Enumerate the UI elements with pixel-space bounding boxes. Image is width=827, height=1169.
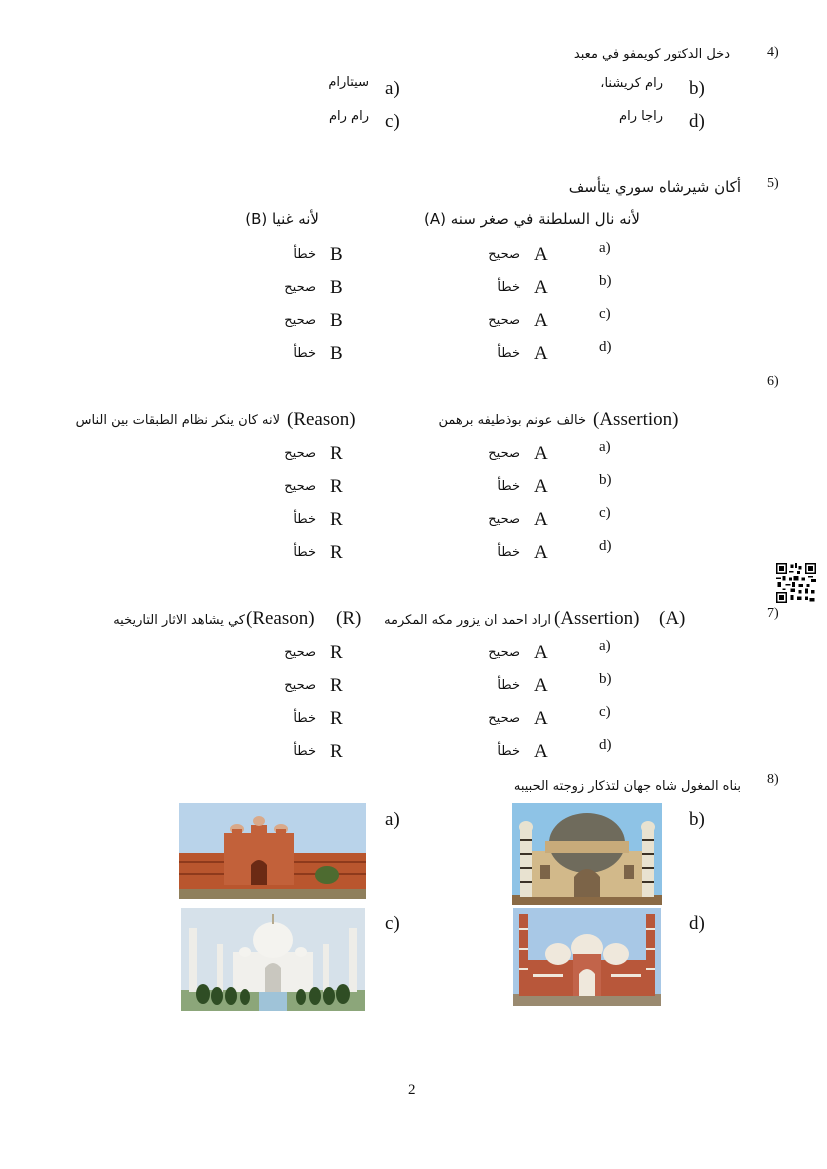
q5-row-c-v2: صحيح [284,313,316,328]
q7-row-a-l1: A [534,642,548,663]
q4-option-d-text: راجا رام [619,109,663,124]
q7-row-b-v1: خطأ [497,678,520,693]
q5-statement-b: (B) لأنه غنيا [245,210,319,228]
q6-row-b-v1: خطأ [497,479,520,494]
q7-row-c-l2: R [330,708,343,729]
q7-row-b-l1: A [534,675,548,696]
q7-row-b-letter: b) [599,671,612,687]
q7-row-b-v2: صحيح [284,678,316,693]
q6-row-c-v2: خطأ [293,512,316,527]
q4-number: 4) [767,45,779,60]
q8-number: 8) [767,772,779,787]
q5-row-b-v2: صحيح [284,280,316,295]
q7-number: 7) [767,606,779,621]
q7-row-d-l2: R [330,741,343,762]
q7-row-d-v1: خطأ [497,744,520,759]
q7-reason-text: كي يشاهد الاثار التاريخيه [113,613,245,628]
q7-row-d-v2: خطأ [293,744,316,759]
q6-row-d-v2: خطأ [293,545,316,560]
jama-masjid-image [513,908,661,1006]
q4-option-c-letter: c) [385,111,400,132]
q7-a-label: (A) [659,608,686,629]
q6-row-a-l1: A [534,443,548,464]
q5-row-b-l1: A [534,277,548,298]
q5-row-a-l1: A [534,244,548,265]
q6-row-b-v2: صحيح [284,479,316,494]
q7-row-a-v2: صحيح [284,645,316,660]
q6-reason-label: (Reason) [287,409,356,430]
q5-row-b-letter: b) [599,273,612,289]
taj-mahal-image [181,908,365,1011]
q5-statement-a: (A) لأنه نال السلطنة في صغر سنه [423,210,640,228]
q5-row-d-v2: خطأ [293,346,316,361]
q7-row-d-l1: A [534,741,548,762]
q7-assertion-text: اراد احمد ان يزور مكه المكرمه [384,613,551,628]
q7-row-b-l2: R [330,675,343,696]
q6-assertion-text: خالف عونم بوذطيفه برهمن [438,413,586,428]
q6-row-a-l2: R [330,443,343,464]
q4-option-b-letter: b) [689,78,705,99]
q7-row-c-letter: c) [599,704,611,720]
q7-row-c-l1: A [534,708,548,729]
q6-row-b-l1: A [534,476,548,497]
q7-row-a-letter: a) [599,638,611,654]
q6-row-c-letter: c) [599,505,611,521]
q7-r-label: (R) [336,608,362,629]
q7-row-c-v2: خطأ [293,711,316,726]
q7-assertion-label: (Assertion) [554,608,640,629]
q4-question: دخل الدكتور كويمفو في معبد [573,47,730,62]
q4-option-d-letter: d) [689,111,705,132]
gol-gumbaz-image [512,803,662,905]
q5-row-a-l2: B [330,244,343,265]
q8-option-a-letter: a) [385,809,400,830]
q6-row-d-letter: d) [599,538,612,554]
q5-row-d-l1: A [534,343,548,364]
q7-row-d-letter: d) [599,737,612,753]
q5-row-a-v2: خطأ [293,247,316,262]
q6-row-c-l1: A [534,509,548,530]
q5-question: أكان شيرشاه سوري يتأسف [568,178,741,196]
q6-assertion-label: (Assertion) [593,409,679,430]
q5-row-a-letter: a) [599,240,611,256]
q5-row-c-letter: c) [599,306,611,322]
q6-row-a-v1: صحيح [488,446,520,461]
q8-question: بناه المغول شاه جهان لتذكار زوجته الحبيبه [513,779,741,794]
q5-row-c-l1: A [534,310,548,331]
q6-row-b-letter: b) [599,472,612,488]
q6-row-d-v1: خطأ [497,545,520,560]
q6-row-a-letter: a) [599,439,611,455]
q6-row-b-l2: R [330,476,343,497]
page-number: 2 [408,1082,416,1098]
q6-row-c-l2: R [330,509,343,530]
q5-row-b-v1: خطأ [497,280,520,295]
q6-reason-text: لانه كان ينكر نظام الطبقات بين الناس [75,413,280,428]
q5-row-a-v1: صحيح [488,247,520,262]
q5-row-d-l2: B [330,343,343,364]
q7-row-c-v1: صحيح [488,711,520,726]
q4-option-a-letter: a) [385,78,400,99]
qr-code [776,563,816,603]
q5-number: 5) [767,176,779,191]
q5-row-d-v1: خطأ [497,346,520,361]
q4-option-a-text: سيتارام [328,75,369,90]
q5-row-c-l2: B [330,310,343,331]
q6-row-d-l1: A [534,542,548,563]
q6-number: 6) [767,374,779,389]
q8-option-d-letter: d) [689,913,705,934]
q4-option-c-text: رام رام [328,109,369,124]
red-fort-image [179,803,366,899]
q6-row-c-v1: صحيح [488,512,520,527]
q5-row-b-l2: B [330,277,343,298]
q6-row-a-v2: صحيح [284,446,316,461]
q7-row-a-l2: R [330,642,343,663]
q5-row-c-v1: صحيح [488,313,520,328]
q6-row-d-l2: R [330,542,343,563]
q7-reason-label: (Reason) [246,608,315,629]
q7-row-a-v1: صحيح [488,645,520,660]
q8-option-c-letter: c) [385,913,400,934]
q5-row-d-letter: d) [599,339,612,355]
q8-option-b-letter: b) [689,809,705,830]
q4-option-b-text: رام كريشنا، [600,76,663,91]
